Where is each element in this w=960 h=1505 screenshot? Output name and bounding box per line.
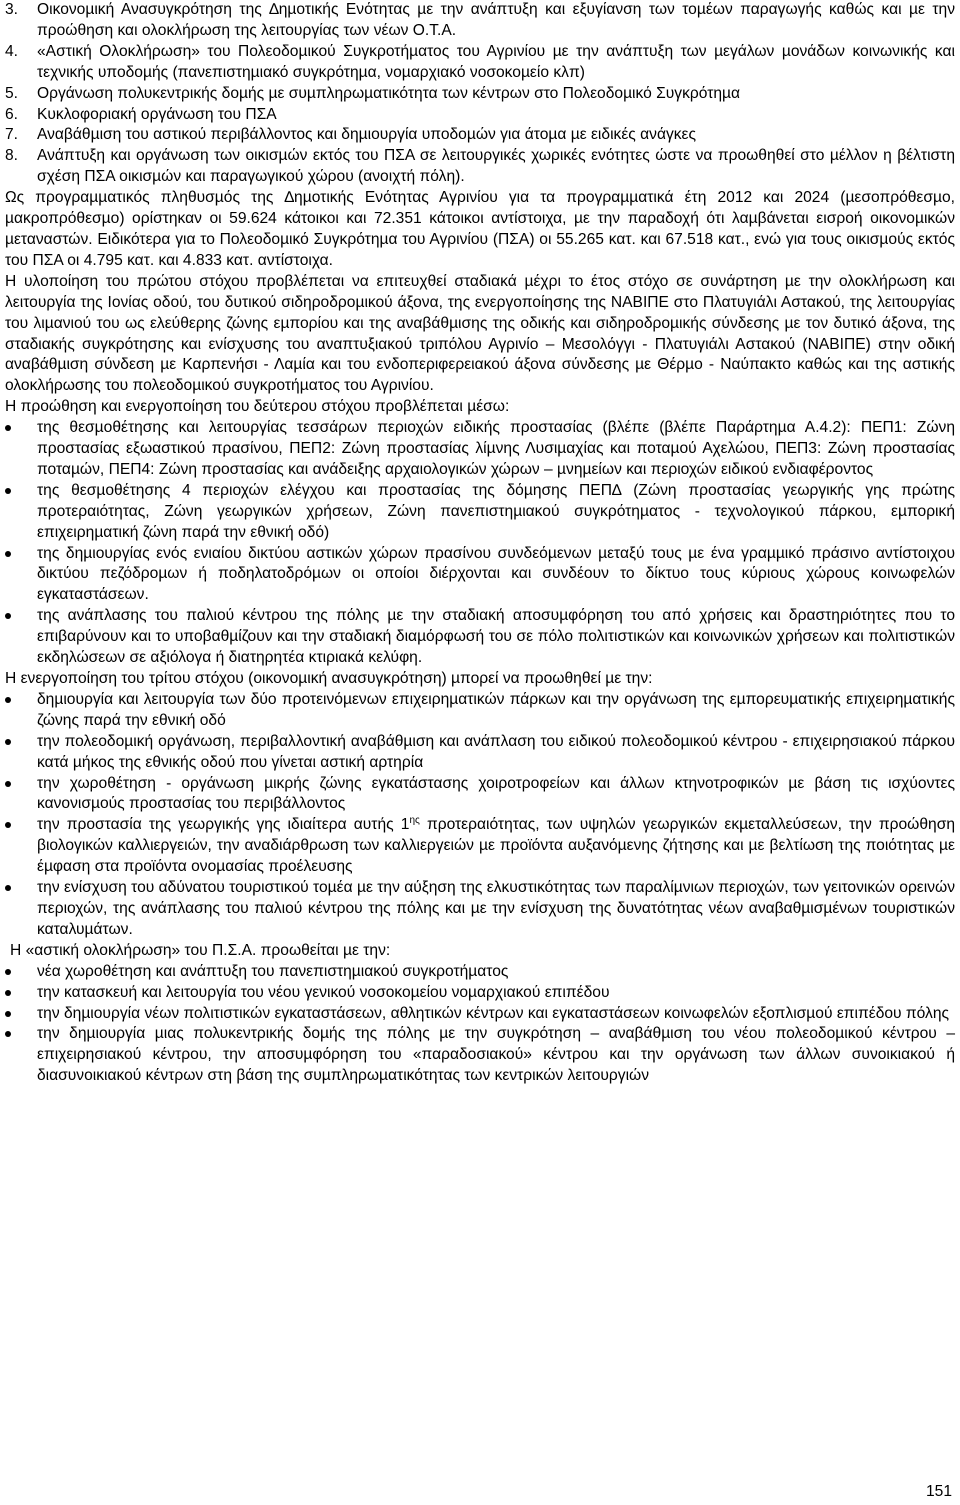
bullet-icon xyxy=(5,613,11,619)
bullet-icon xyxy=(5,1011,11,1017)
superscript: ης xyxy=(409,815,420,827)
bullet-icon xyxy=(5,990,11,996)
list-item: 3. Οικονοµική Ανασυγκρότηση της ∆ηµοτικής Ενότητας µε την ανάπτυξη και εξυγίανση των τοµέων παραγωγής καθώς και µε την προώθηση και ολοκλήρωση της λειτουργίας των νέων Ο.Τ.Α. xyxy=(5,1,955,39)
list-item: 6. Κυκλοφοριακή οργάνωση του ΠΣΑ xyxy=(5,105,277,123)
list-item: της θεσµοθέτησης και λειτουργίας τεσσάρων περιοχών ειδικής προστασίας (βλέπε (βλέπε Παράρτηµα Α.4.2): ΠΕΠ1: Ζώνη προστασίας εξωαστικού πρασίνου, ΠΕΠ2: Ζώνη προστασίας λίµνης Λυσιµαχίας και ποταµού Αχελώου, ΠΕΠ3: Ζώνη προστασίας ποταµών, ΠΕΠ4: Ζώνη προστασίας και ανάδειξης αρχαιολογικών χώρων – µνηµείων και περιοχών ειδικού ενδιαφέροντος xyxy=(5,418,955,481)
third-goal-intro: Η ενεργοποίηση του τρίτου στόχου (οικονοµική ανασυγκρότηση) µπορεί να προωθηθεί µε την: xyxy=(5,670,653,687)
list-item: την πολεοδοµική οργάνωση, περιβαλλοντική αναβάθµιση και ανάπλαση του ειδικού πολεοδοµικού κέντρου - επιχειρησιακού πάρκου κατά µήκος της εθνικής οδού που γίνεται αστική αρτηρία xyxy=(5,732,955,774)
document-page xyxy=(5,0,955,1087)
list-item: νέα χωροθέτηση και ανάπτυξη του πανεπιστηµιακού συγκροτήµατος xyxy=(5,962,955,983)
second-goal-list xyxy=(5,418,955,669)
list-item: την δηµιουργία µιας πολυκεντρικής δοµής της πόλης µε την συγκρότηση – αναβάθµιση του νέου πολεοδοµικού κέντρου – επιχειρησιακού κέντρου, την αποσυµφόρηση του «παραδοσιακού» κέντρου και την οργάνωση των άλλων συνοικιακού ή διασυνοικιακού κέντρων στη βάση της συµπληρωµατικότητας των κεντρικών λειτουργιών xyxy=(5,1024,955,1087)
list-item: την προστασία της γεωργικής γης ιδιαίτερα αυτής $1^{\eta\varsigma}$ προτεραιότητας, των υψηλών γεωργικών εκµεταλλεύσεων, την προώθηση βιολογικών καλλιεργειών, την αναδιάρθρωση των καλλιεργειών µε προϊόντα αυξανόµενης ζήτησης και µε βελτίωση της ποιότητας µε έµφαση στα προϊόντα ονοµασίας προέλευσης xyxy=(5,815,955,878)
list-item: της θεσµοθέτησης 4 περιοχών ελέγχου και προστασίας της δόµησης ΠΕΠ∆ (Ζώνη προστασίας γεωργικής γης πρώτης προτεραιότητας, Ζώνη γεωργικών χρήσεων, Ζώνη πανεπιστηµιακού συγκρότηµατος - τεχνολογικού πάρκου, εµπορική επιχειρηµατική ζώνη παρά την εθνική οδό) xyxy=(5,481,955,544)
list-item: δηµιουργία και λειτουργία των δύο προτεινόµενων επιχειρηµατικών πάρκων και την οργάνωση της εµπορευµατικής επιχειρηµατικής ζώνης παρά την εθνική οδό xyxy=(5,690,955,732)
list-item: την κατασκευή και λειτουργία του νέου γενικού νοσοκοµείου νοµαρχιακού επιπέδου xyxy=(5,983,955,1004)
population-paragraph: Ως προγραµµατικός πληθυσµός της ∆ηµοτικής Ενότητας Αγρινίου για τα προγραµµατικά έτη 2012 και 2024 (µεσοπρόθεσµο, µακροπρόθεσµο) ορίστηκαν οι 59.624 κάτοικοι και 72.351 κάτοικοι αντίστοιχα, µε την παραδοχή ότι λαµβάνεται εισροή οικονοµικών µεταναστών. Ειδικότερα για το Πολεοδοµικό Συγκρότηµα του Αγρινίου (ΠΣΑ) οι 55.265 κατ. και 67.518 κατ., ενώ για τους οικισµούς εκτός του ΠΣΑ οι 4.795 κατ. και 4.833 κατ. αντίστοιχα. xyxy=(5,189,955,269)
bullet-icon xyxy=(5,1031,11,1037)
page-number: 151 xyxy=(925,1483,952,1501)
first-goal-paragraph: Η υλοποίηση του πρώτου στόχου προβλέπεται να επιτευχθεί σταδιακά µέχρι το έτος στόχο σε συνάρτηση µε την ολοκλήρωση και λειτουργία της Ιονίας οδού, του δυτικού σιδηροδροµικού άξονα, της ενεργοποίησης της ΝΑΒΙΠΕ στο Πλατυγιάλι Αστακού, της λειτουργίας του λιµανιού του ως ελεύθερης ζώνης εµπορίου και της αναβάθµισης της οδικής και σιδηροδροµικής σύνδεσης µε τον δυτικό άξονα, της σταδιακής συγκρότησης και ενίσχυσης του αναπτυξιακού τριπόλου Αγρινίο – Μεσολόγγι - Πλατυγιάλι Αστακού (ΝΑΒΙΠΕ) στην οδική αναβάθµιση σύνδεση µε Καρπενήσι - Λαµία και του ενδοπεριφερειακού άξονα σύνδεσης µε Θέρµο - Ναύπακτο καθώς και της αστικής ολοκλήρωσης του πολεοδοµικού συγκροτήµατος του Αγρινίου. xyxy=(5,272,955,395)
numbered-goals-list xyxy=(5,0,955,188)
list-item: 7. Αναβάθµιση του αστικού περιβάλλοντος και δηµιουργία υποδοµών για άτοµα µε ειδικές ανάγκες xyxy=(5,126,697,144)
list-item: την χωροθέτηση - οργάνωση µικρής ζώνης εγκατάστασης χοιροτροφείων και άλλων κτηνοτροφικών µε βάση τις ισχύοντες κανονισµούς προστασίας του περιβάλλοντος xyxy=(5,774,955,816)
bullet-icon xyxy=(5,425,11,431)
list-item: την δηµιουργία νέων πολιτιστικών εγκαταστάσεων, αθλητικών κέντρων και εγκαταστάσεων κοινωφελών εξοπλισµού επιπέδου πόλης xyxy=(5,1004,955,1025)
urban-integration-intro: Η «αστική ολοκλήρωση» του Π.Σ.Α. προωθείται µε την: xyxy=(10,941,391,959)
list-item: 8. Ανάπτυξη και οργάνωση των οικισµών εκτός του ΠΣΑ σε λειτουργικές χωρικές ενότητες ώστε να προωθηθεί στο µέλλον η βέλτιστη σχέση ΠΣΑ οικισµών και παραγωγικού χώρου (ανοιχτή πόλη). xyxy=(5,147,955,186)
list-item: της δηµιουργίας ενός ενιαίου δικτύου αστικών χώρων πρασίνου συνδεόµενων µεταξύ τους µε ένα γραµµικό πράσινο αντίστοιχου δικτύου πεζόδροµων ή ποδηλατοδρόµων οι οποίοι διέρχονται και συνδέουν το δίκτυο τους κύριους χώρους κοινωφελών εγκαταστάσεων. xyxy=(5,544,955,607)
bullet-icon xyxy=(5,697,11,703)
second-goal-intro: Η προώθηση και ενεργοποίηση του δεύτερου στόχου προβλέπεται µέσω: xyxy=(5,398,510,416)
list-item: της ανάπλασης του παλιού κέντρου της πόλης µε την σταδιακή αποσυµφόρηση του από χρήσεις και δραστηριότητες που το επιβαρύνουν και το υποβαθµίζουν και την σταδιακή διαµόρφωσή του σε πόλο πολιτιστικών και κοινωνικών χρήσεων και πολιτιστικών εκδηλώσεων σε αξιόλογα ή διατηρητέα κτιριακά κελύφη. xyxy=(5,606,955,669)
list-item: την ενίσχυση του αδύνατου τουριστικού τοµέα µε την αύξηση της ελκυστικότητας των παραλίµνιων περιοχών, των γειτονικών ορεινών περιοχών, της ανάπλασης του παλιού κέντρου της πόλης και µε την ενίσχυση της δυνατότητας νέων αναβαθµισµένων τουριστικών καταλυµάτων. xyxy=(5,878,955,941)
bullet-icon xyxy=(5,969,11,975)
bullet-icon xyxy=(5,551,11,557)
bullet-icon xyxy=(5,885,11,891)
third-goal-list xyxy=(5,690,955,941)
bullet-icon xyxy=(5,739,11,745)
bullet-icon xyxy=(5,488,11,494)
bullet-icon xyxy=(5,781,11,787)
list-item: 4. «Αστική Ολοκλήρωση» του Πολεοδοµικού Συγκροτήµατος του Αγρινίου µε την ανάπτυξη των µεγάλων µονάδων κοινωνικής και τεχνικής υποδοµής (πανεπιστηµιακό συγκρότηµα, νοµαρχιακό νοσοκοµείο κλπ) xyxy=(5,42,955,81)
urban-integration-list xyxy=(5,962,955,1087)
bullet-icon xyxy=(5,822,11,828)
list-item: 5. Οργάνωση πολυκεντρικής δοµής µε συµπληρωµατικότητα των κέντρων στο Πολεοδοµικό Συγκρότηµα xyxy=(5,84,741,102)
